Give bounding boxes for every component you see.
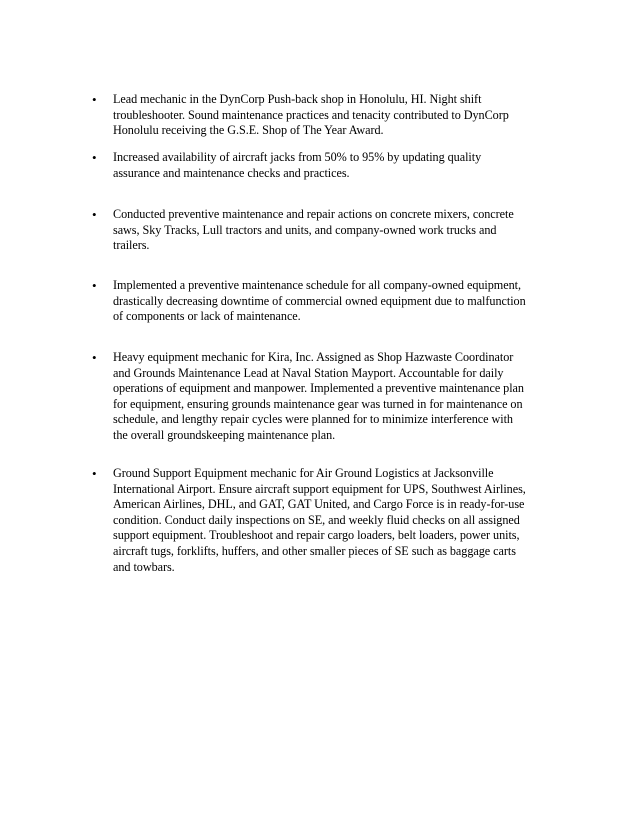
text-line: assurance and maintenance checks and practices.: [113, 165, 350, 180]
text-line: for equipment, ensuring grounds maintenance gear was turned in for maintenance on: [113, 396, 523, 411]
text-line: condition. Conduct daily inspections on SE, and weekly fluid checks on all assigned: [113, 512, 520, 527]
text-line: of components or lack of maintenance.: [113, 309, 301, 324]
bullet-text: [113, 92, 553, 139]
bullet-icon: •: [92, 207, 97, 222]
text-line: Heavy equipment mechanic for Kira, Inc. Assigned as Shop Hazwaste Coordinator: [113, 350, 514, 364]
text-line: Ground Support Equipment mechanic for Air Ground Logistics at Jacksonville: [113, 466, 494, 480]
text-line: operations of equipment and manpower. Implemented a preventive maintenance plan: [113, 381, 524, 396]
bullet-icon: •: [92, 278, 97, 293]
text-line: aircraft tugs, forklifts, huffers, and other smaller pieces of SE such as baggage carts: [113, 543, 516, 558]
bullet-text: [113, 350, 553, 444]
text-line: drastically decreasing downtime of commercial owned equipment due to malfunction: [113, 293, 526, 308]
text-line: International Airport. Ensure aircraft support equipment for UPS, Southwest Airlines,: [113, 481, 526, 496]
bullet-text: [113, 278, 553, 325]
text-line: troubleshooter. Sound maintenance practices and tenacity contributed to DynCorp: [113, 107, 509, 122]
text-line: and Grounds Maintenance Lead at Naval Station Mayport. Accountable for daily: [113, 365, 504, 380]
bullet-icon: •: [92, 466, 97, 481]
text-line: Lead mechanic in the DynCorp Push-back shop in Honolulu, HI. Night shift: [113, 92, 482, 106]
bullet-text: [113, 150, 553, 181]
text-line: Honolulu receiving the G.S.E. Shop of The Year Award.: [113, 123, 384, 138]
text-line: Increased availability of aircraft jacks from 50% to 95% by updating quality: [113, 150, 482, 164]
text-line: schedule, and lengthy repair cycles were planned for to minimize interference with: [113, 412, 513, 427]
bullet-text: [113, 466, 553, 575]
text-line: support equipment. Troubleshoot and repair cargo loaders, belt loaders, power units,: [113, 528, 520, 543]
bullet-icon: •: [92, 350, 97, 365]
text-line: Conducted preventive maintenance and repair actions on concrete mixers, concrete: [113, 207, 514, 221]
text-line: and towbars.: [113, 559, 175, 574]
text-line: American Airlines, DHL, and GAT, GAT United, and Cargo Force is in ready-for-use: [113, 497, 525, 512]
bullet-icon: •: [92, 92, 97, 107]
bullet-icon: •: [92, 150, 97, 165]
text-line: Implemented a preventive maintenance schedule for all company-owned equipment,: [113, 278, 521, 292]
bullet-text: [113, 207, 553, 254]
text-line: trailers.: [113, 238, 150, 253]
text-line: saws, Sky Tracks, Lull tractors and units, and company-owned work trucks and: [113, 222, 497, 237]
text-line: the overall groundskeeping maintenance plan.: [113, 427, 336, 442]
